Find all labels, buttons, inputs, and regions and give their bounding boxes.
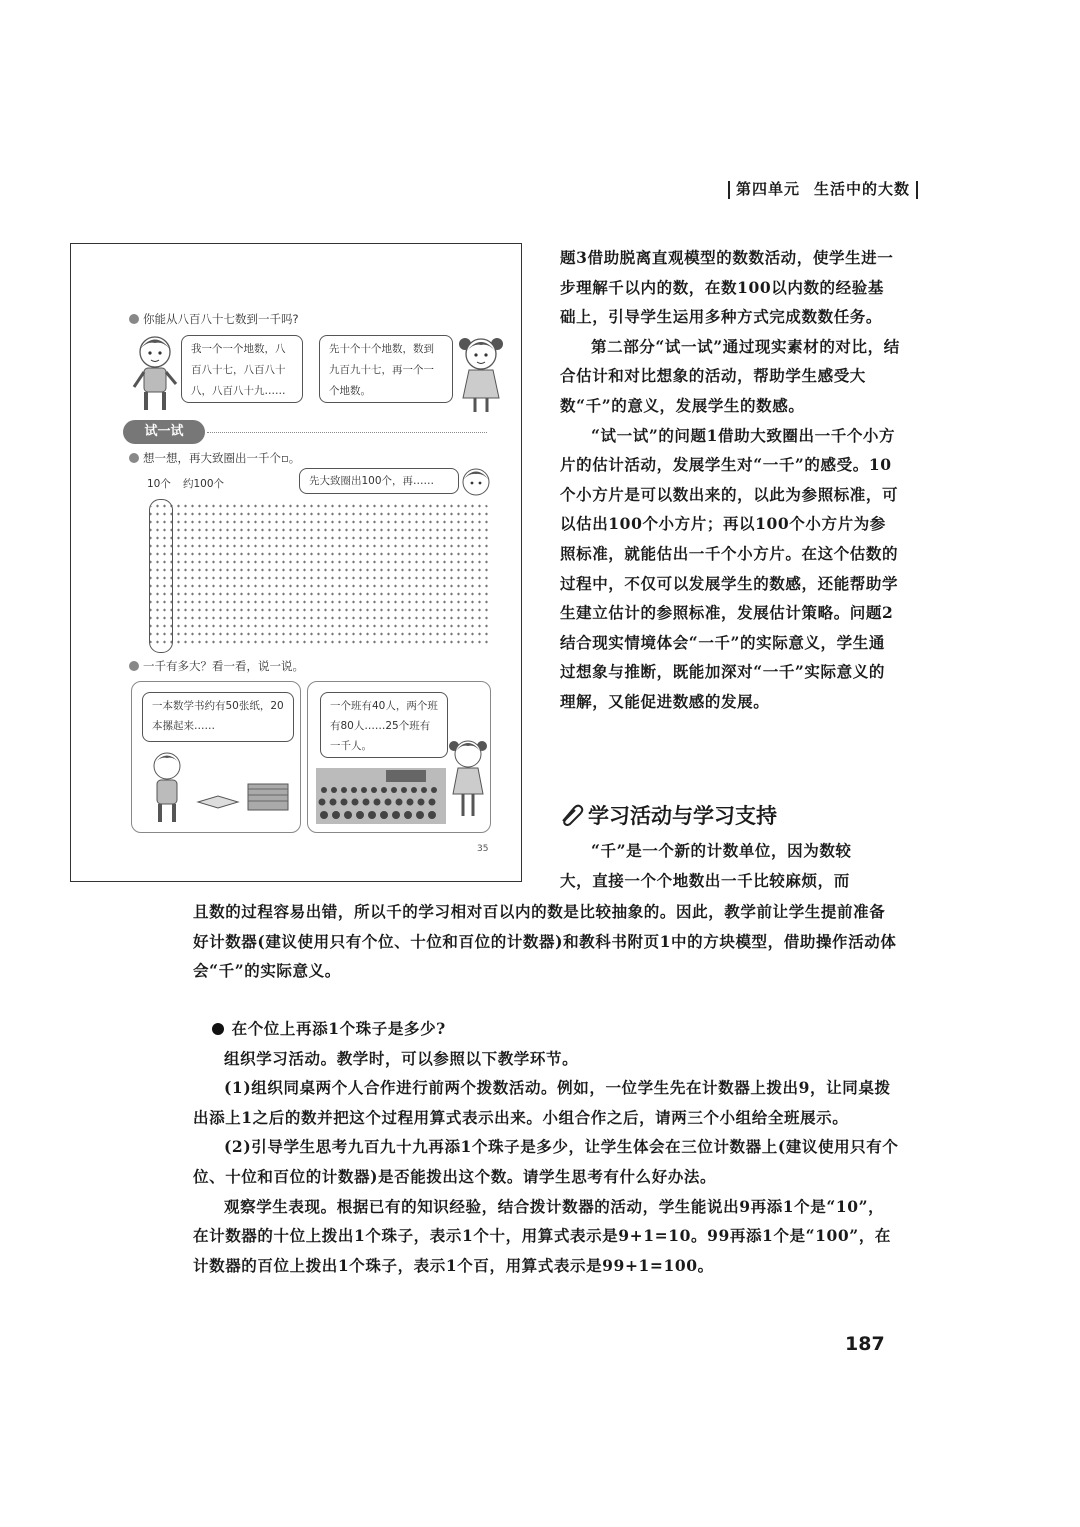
speech-bubble-circle: 先大致圈出100个，再…… — [299, 468, 459, 494]
boy-illustration — [129, 332, 181, 414]
paragraph: (2)引导学生思考九百九十九再添1个珠子是多少，让学生体会在三位计数器上(建议使用只有个位、十位和百位的计数器)是否能拨出这个数。请学生思考有什么好办法。 — [193, 1137, 899, 1186]
question-count-to-thousand: 你能从八百八十七数到一千吗? — [129, 311, 299, 327]
unit-label: 第四单元 — [736, 180, 801, 198]
small-squares-field — [147, 502, 492, 648]
intro-line: 大，直接一个个地数出一千比较麻烦，而 — [560, 870, 850, 890]
books-panel — [131, 681, 301, 833]
try-it-divider — [207, 432, 487, 433]
question-how-big: 一千有多大？看一看，说一说。 — [129, 658, 304, 674]
paragraph: 题3借助脱离直观模型的数数活动，使学生进一步理解千以内的数，在数100以内数的经验基础上，引导学生运用多种方式完成数数任务。 — [560, 248, 894, 327]
paragraph: 观察学生表现。根据已有的知识经验，结合拨计数器的活动，学生能说出9再添1个是“10”，在计数器的十位上拨出1个珠子，表示1个十，用算式表示是9+1=10。99再添1个是“100”，在计数器的百位上拨出1个珠子，表示1个百，用算式表示是99+1=100。 — [193, 1196, 892, 1275]
textbook-page-image — [70, 243, 522, 882]
section-intro-continued — [193, 897, 900, 986]
section-heading: 学习活动与学习支持 — [560, 800, 777, 830]
class-panel — [307, 681, 491, 833]
bullet-heading: 在个位上再添1个珠子是多少? — [193, 1014, 900, 1044]
label-hundred: 约100个 — [183, 478, 225, 490]
girl-illustration — [448, 734, 488, 822]
hundred-column-outline — [149, 499, 173, 653]
girl-illustration — [455, 332, 507, 416]
speech-bubble-boy: 我一个一个地数，八百八十七，八百八十八，八百八十九…… — [181, 335, 303, 403]
paragraph: 组织学习活动。教学时，可以参照以下教学环节。 — [224, 1048, 579, 1068]
speech-bubble-class: 一个班有40人，两个班有80人……25个班有一千人。 — [320, 692, 448, 758]
paperclip-icon — [560, 804, 584, 826]
paragraph: (1)组织同桌两个人合作进行前两个拨数活动。例如，一位学生先在计数器上拨出9，让同桌拨出添上1之后的数并把这个过程用算式表示出来。小组合作之后，请两三个小组给全班展示。 — [193, 1078, 891, 1127]
try-it-tag: 试一试 — [123, 420, 205, 444]
section-intro-right — [560, 836, 900, 895]
speech-bubble-girl: 先十个十个地数，数到九百九十七，再一个一个地数。 — [319, 335, 453, 403]
classroom-crowd-illustration — [316, 768, 446, 824]
question-circle-thousand: 想一想，再大致圈出一千个▫。 — [129, 450, 300, 466]
paragraph: 且数的过程容易出错，所以千的学习相对百以内的数是比较抽象的。因此，教学前让学生提前准备好计数器(建议使用只有个位、十位和百位的计数器)和教科书附页1中的方块模型，借助操作活动体会“千”的实际意义。 — [193, 902, 897, 981]
paragraph: 第二部分“试一试”通过现实素材的对比，结合估计和对比想象的活动，帮助学生感受大数“千”的意义，发展学生的数感。 — [560, 336, 900, 415]
page-number: 187 — [845, 1333, 885, 1355]
activity-section — [193, 1014, 900, 1280]
speech-bubble-books: 一本数学书约有50张纸，20本摞起来…… — [142, 692, 294, 742]
header-divider — [728, 181, 730, 199]
boy-illustration — [146, 748, 188, 826]
book-stacks-illustration — [194, 770, 294, 820]
intro-line: “千”是一个新的计数单位，因为数较 — [591, 841, 852, 860]
girl-face-icon — [459, 464, 493, 498]
header-divider — [916, 181, 918, 199]
paragraph: “试一试”的问题1借助大致圈出一千个小方片的估计活动，发展学生对“一千”的感受。10个小方片是可以数出来的，以此为参照标准，可以估出100个小方片；再以100个小方片为参照标准，就能估出一千个小方片。在这个估数的过程中，不仅可以发展学生的数感，还能帮助学生建立估计的参照标准，发展估计策略。问题2结合现实情境体会“一千”的实际意义，学生通过想象与推断，既能加深对“一千”实际意义的理解，又能促进数感的发展。 — [560, 425, 899, 711]
running-header — [722, 178, 924, 199]
unit-title: 生活中的大数 — [814, 180, 911, 198]
right-column-text — [560, 243, 900, 717]
label-ten: 10个 — [147, 478, 171, 490]
textbook-page-number: 35 — [477, 844, 489, 854]
